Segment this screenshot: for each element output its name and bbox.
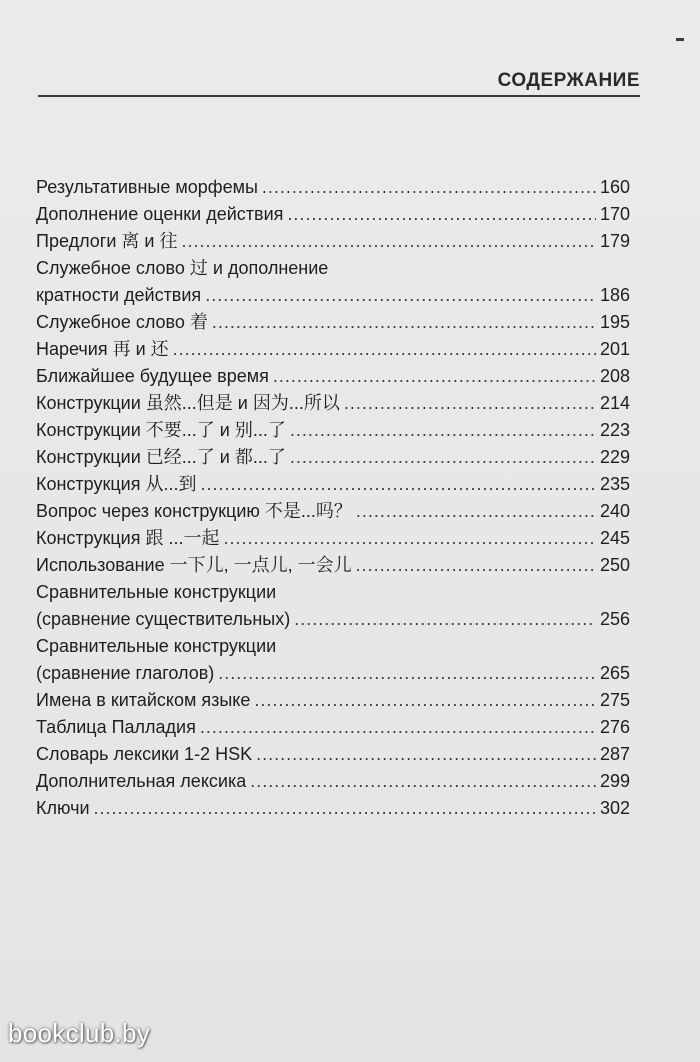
toc-entry [36, 309, 630, 336]
toc-entry-title: Использование 一下儿, 一点儿, 一会儿 [36, 555, 352, 575]
toc-entry-page-number: 276 [599, 717, 630, 737]
dot-leader [200, 714, 596, 741]
toc-entry [36, 552, 630, 579]
toc-entry-line [36, 228, 630, 255]
toc-entry-title: Дополнение оценки действия [36, 204, 284, 224]
toc-entry [36, 795, 630, 822]
toc-entry-page-number: 287 [599, 744, 630, 764]
dot-leader [200, 471, 595, 498]
toc-entry-page-number: 179 [599, 231, 630, 251]
toc-entry [36, 525, 630, 552]
toc-entry-line [36, 606, 630, 633]
toc-entry-title: Дополнительная лексика [36, 771, 247, 791]
toc-entry-page-number: 302 [599, 798, 630, 818]
toc-entry-title-line1: Служебное слово 过 и дополнение [36, 258, 329, 278]
dot-leader [344, 390, 596, 417]
toc-entry-title: Конструкции 不要...了 и 别...了 [36, 420, 286, 440]
toc-entry [36, 741, 630, 768]
dot-leader [290, 444, 596, 471]
toc-entry-title: (сравнение существительных) [36, 609, 291, 629]
dot-leader [223, 525, 595, 552]
toc-entry-line [36, 390, 630, 417]
toc-entry-line [36, 174, 630, 201]
site-watermark: bookclub.by [8, 1018, 151, 1048]
toc-entry-line [36, 471, 630, 498]
toc-entry-line [36, 768, 630, 795]
toc-entry-title: Словарь лексики 1-2 HSK [36, 744, 253, 764]
dot-leader [250, 768, 596, 795]
toc-entry-title: Ближайшее будущее время [36, 366, 269, 386]
toc-entry-line [36, 714, 630, 741]
toc-entry-page-number: 256 [599, 609, 630, 629]
dot-leader [256, 741, 596, 768]
toc-entry [36, 174, 630, 201]
toc-entry-line [36, 660, 630, 687]
toc-entry-title: Конструкции 虽然...但是 и 因为...所以 [36, 393, 340, 413]
toc-entry [36, 417, 630, 444]
toc-entry-page-number: 170 [599, 204, 630, 224]
toc-entry-page-number: 240 [599, 501, 630, 521]
toc-entry [36, 336, 630, 363]
toc-entry-page-number: 275 [599, 690, 630, 710]
toc-entry-page-number: 186 [599, 285, 630, 305]
toc-entry [36, 579, 630, 633]
toc-entry [36, 201, 630, 228]
toc-entry-title-line1: Сравнительные конструкции [36, 636, 277, 656]
toc-entry-line [36, 363, 630, 390]
section-header-title: СОДЕРЖАНИЕ [497, 70, 640, 91]
toc-entry-line [36, 552, 630, 579]
toc-entry [36, 687, 630, 714]
dot-leader [273, 363, 596, 390]
toc-entry-page-number: 245 [599, 528, 630, 548]
toc-entry [36, 768, 630, 795]
corner-mark [676, 38, 684, 41]
toc-entry-page-number: 223 [599, 420, 630, 440]
toc-entry-title: Конструкция 从...到 [36, 474, 197, 494]
toc-entry-line [36, 282, 630, 309]
toc-entry [36, 471, 630, 498]
toc-entry-title: Вопрос через конструкцию 不是...吗？ [36, 501, 352, 521]
toc-entry-title-line1: Сравнительные конструкции [36, 582, 277, 602]
toc-entry-title: Конструкция 跟 ...一起 [36, 528, 220, 548]
toc-entry [36, 363, 630, 390]
toc-entry-page-number: 195 [599, 312, 630, 332]
toc-entry-page-number: 235 [599, 474, 630, 494]
dot-leader [287, 201, 596, 228]
toc-entry-line [36, 309, 630, 336]
toc-entry-page-number: 208 [599, 366, 630, 386]
toc-entry-title: кратности действия [36, 285, 202, 305]
dot-leader [212, 309, 596, 336]
toc-entry-line [36, 795, 630, 822]
toc-entry [36, 228, 630, 255]
dot-leader [218, 660, 596, 687]
toc-entry-page-number: 201 [599, 339, 630, 359]
header-rule [38, 95, 640, 97]
toc-entry-title: Имена в китайском языке [36, 690, 251, 710]
toc-entry-line [36, 525, 630, 552]
toc-entry-title: Служебное слово 着 [36, 312, 208, 332]
dot-leader [294, 606, 596, 633]
toc-entry-page-number: 250 [599, 555, 630, 575]
toc-entry-title: Результативные морфемы [36, 177, 258, 197]
dot-leader [356, 498, 596, 525]
toc-entry-line [36, 336, 630, 363]
toc-entry [36, 498, 630, 525]
dot-leader [205, 282, 596, 309]
toc-entry-line [36, 417, 630, 444]
toc-entry-title: Предлоги 离 и 往 [36, 231, 178, 251]
toc-entry-title: Конструкции 已经...了 и 都...了 [36, 447, 286, 467]
toc-entry-page-number: 229 [599, 447, 630, 467]
toc-entry-line [36, 201, 630, 228]
dot-leader [262, 174, 596, 201]
toc-entry [36, 390, 630, 417]
toc-entry-page-number: 160 [599, 177, 630, 197]
toc-entry-title: (сравнение глаголов) [36, 663, 215, 683]
toc-entry [36, 444, 630, 471]
toc-entry-page-number: 299 [599, 771, 630, 791]
toc-entry-title: Наречия 再 и 还 [36, 339, 169, 359]
dot-leader [173, 336, 596, 363]
toc-entry-title: Таблица Палладия [36, 717, 196, 737]
toc-entry [36, 714, 630, 741]
table-of-contents [36, 174, 630, 822]
toc-entry-page-number: 265 [599, 663, 630, 683]
toc-entry-page-number: 214 [599, 393, 630, 413]
dot-leader [254, 687, 596, 714]
dot-leader [94, 795, 596, 822]
toc-entry-line [36, 741, 630, 768]
toc-entry-line [36, 444, 630, 471]
dot-leader [290, 417, 596, 444]
toc-entry-title: Ключи [36, 798, 90, 818]
toc-entry-line [36, 498, 630, 525]
toc-entry [36, 255, 630, 309]
toc-entry-line [36, 687, 630, 714]
dot-leader [181, 228, 595, 255]
dot-leader [356, 552, 596, 579]
toc-entry [36, 633, 630, 687]
